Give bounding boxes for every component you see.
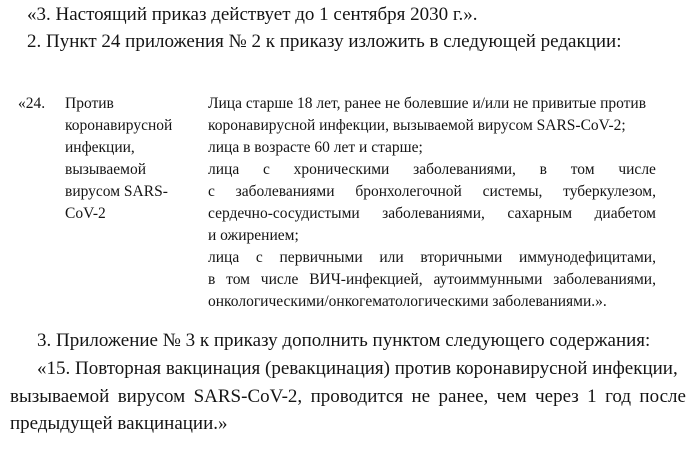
word: год	[605, 386, 632, 407]
word: сердечно-сосудистыми	[208, 205, 360, 222]
word: SARS-CoV-2,	[193, 386, 303, 407]
row-description-line	[208, 269, 656, 291]
word: заболеваниями,	[553, 271, 656, 288]
row-name-line: вызываемой	[65, 161, 146, 178]
word: проводится	[310, 386, 404, 407]
word: лица	[208, 249, 240, 266]
word: сахарным	[507, 205, 573, 222]
clause-15-line-2	[10, 386, 686, 408]
row-description-line: Лица старше 18 лет, ранее не болевшие и/или не привитые против	[208, 95, 647, 112]
row-name-line: CoV-2	[65, 205, 106, 222]
word: заболеваниями,	[413, 161, 516, 178]
row-description-line	[208, 181, 656, 203]
row-description-line	[208, 159, 656, 181]
word: через	[535, 386, 579, 407]
word: вызываемой	[10, 386, 110, 407]
word: первичными	[279, 249, 363, 266]
row-name-line: вирусом SARS-	[65, 183, 168, 200]
word: ВИЧ-инфекцией,	[309, 271, 423, 288]
word: числе	[618, 161, 656, 178]
word: 1	[587, 386, 597, 407]
word: числе	[260, 271, 299, 288]
row-description-line: онкологическими/онкогематологическими заболеваниями.».	[208, 293, 607, 310]
word: с	[255, 249, 263, 266]
row-name-line: коронавирусной	[65, 117, 173, 134]
word: том	[226, 271, 250, 288]
row-number: «24.	[18, 95, 46, 112]
word: ранее,	[438, 386, 489, 407]
word: диабетом	[594, 205, 656, 222]
word: иммунодефицитами,	[519, 249, 656, 266]
word: в	[208, 271, 216, 288]
row-name	[65, 93, 195, 225]
word: лица	[208, 161, 240, 178]
word: или	[379, 249, 404, 266]
row-description-line: и ожирением;	[208, 227, 299, 244]
row-description-line	[208, 203, 656, 225]
row-name-line: Против	[65, 95, 114, 112]
word: заболеваниями	[235, 183, 335, 200]
word: с	[208, 183, 215, 200]
row-description-line	[208, 247, 656, 269]
word: не	[411, 386, 431, 407]
row-name-line: инфекции,	[65, 139, 135, 156]
word: вирусом	[117, 386, 186, 407]
clause-15-line-1: «15. Повторная вакцинация (ревакцинация) против коронавирусной инфекции,	[37, 358, 678, 379]
word: в	[539, 161, 547, 178]
row-description-line: коронавирусной инфекции, вызываемой вирусом SARS-CoV-2;	[208, 117, 626, 134]
word: с	[262, 161, 270, 178]
word: заболеваниями,	[382, 205, 485, 222]
word: туберкулезом,	[563, 183, 656, 200]
word: бронхолегочной	[355, 183, 462, 200]
word: системы,	[482, 183, 543, 200]
word: хроническими	[293, 161, 390, 178]
clause-3-text: «3. Настоящий приказ действует до 1 сентября 2030 г.».	[27, 4, 478, 25]
word: после	[639, 386, 686, 407]
word: вторичными	[420, 249, 503, 266]
word: том	[570, 161, 595, 178]
clause-15-line-3: предыдущей вакцинации.»	[10, 413, 228, 434]
row-description-line: лица в возрасте 60 лет и старше;	[208, 139, 423, 156]
row-description	[208, 93, 656, 313]
item-2-text: 2. Пункт 24 приложения № 2 к приказу изложить в следующей редакции:	[27, 31, 622, 52]
word: чем	[496, 386, 527, 407]
word: аутоиммунными	[433, 271, 543, 288]
table-row-24	[18, 93, 678, 308]
item-3-text: 3. Приложение № 3 к приказу дополнить пунктом следующего содержания:	[37, 330, 651, 351]
